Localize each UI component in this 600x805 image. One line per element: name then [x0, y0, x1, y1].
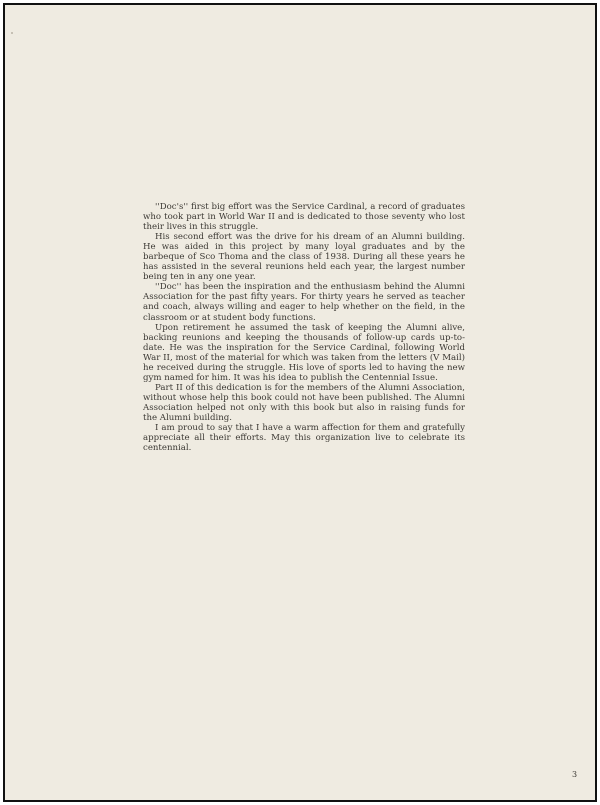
- dedication-text: [143, 202, 465, 453]
- paragraph-alumni-association: ''Doc'' has been the inspiration and the enthusiasm behind the Alumni Association for the past fifty years. For thirty years he served as teacher and coach, always willing and eager to help whether on the field, in the classroom or at student body functions.: [143, 282, 465, 323]
- paragraph-alumni-building: His second effort was the drive for his dream of an Alumni building. He was aided in this project by many loyal graduates and by the barbeque of Sco Thoma and the class of 1938. During all these years he has assisted in the several reunions held each year, the largest number being ten in any one year.: [143, 232, 465, 283]
- paragraph-retirement: Upon retirement he assumed the task of keeping the Alumni alive, backing reunions and keeping the thousands of follow-up cards up-to-date. He was the inspiration for the Service Cardinal, following World War II, most of the material for which was taken from the letters (V Mail) he received during the struggle. His love of sports led to having the new gym named for him. It was his idea to publish the Centennial Issue.: [143, 322, 465, 383]
- document-page: [3, 3, 597, 802]
- paragraph-closing: I am proud to say that I have a warm affection for them and gratefully appreciate all their efforts. May this organization live to celebrate its centennial.: [143, 423, 465, 454]
- page-number: 3: [572, 770, 578, 779]
- paragraph-part-two: Part II of this dedication is for the members of the Alumni Association, without whose help this book could not have been published. The Alumni Association helped not only with this book but also in raising funds for the Alumni building.: [143, 382, 465, 423]
- paragraph-service-cardinal: ''Doc's'' first big effort was the Service Cardinal, a record of graduates who took part in World War II and is dedicated to those seventy who lost their lives in this struggle.: [143, 202, 465, 233]
- paper-speck: [11, 32, 13, 34]
